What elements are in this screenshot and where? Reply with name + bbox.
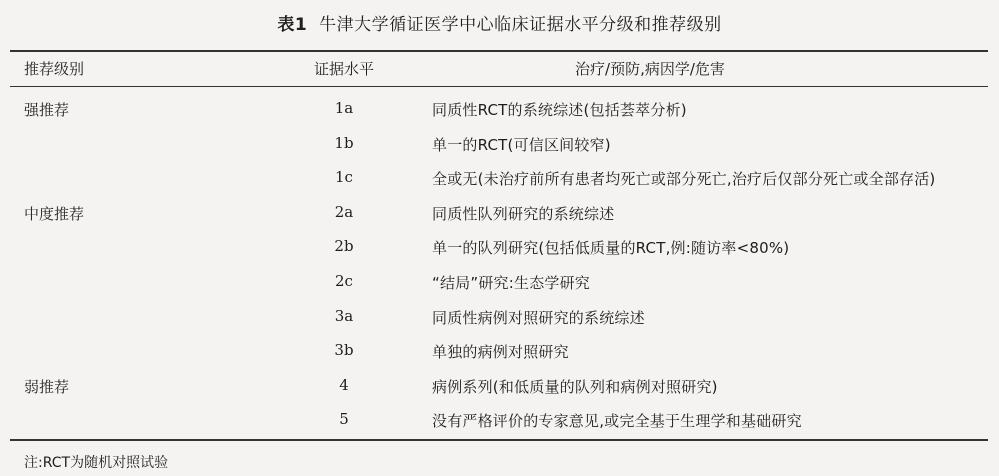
table-row [0,300,999,335]
header-desc: 治疗/预防,病因学/危害 [575,60,725,78]
level-cell: 4 [339,375,349,394]
desc-cell: 同质性病例对照研究的系统综述 [432,308,645,327]
table-row [0,161,999,196]
level-cell: 2b [334,237,354,256]
grade-cell: 弱推荐 [24,377,70,396]
header-rule [10,86,988,87]
level-cell: 1c [335,168,353,187]
header-level: 证据水平 [313,60,374,78]
desc-cell: 没有严格评价的专家意见,或完全基于生理学和基础研究 [432,412,802,431]
level-cell: 3b [334,341,354,360]
desc-cell: 单一的队列研究(包括低质量的RCT,例:随访率<80%) [432,239,790,258]
table-row [0,403,999,438]
level-cell: 2a [334,202,354,221]
table-caption [0,10,999,35]
table-title: 牛津大学循证医学中心临床证据水平分级和推荐级别 [319,15,722,35]
table-row [0,230,999,265]
level-cell: 3a [334,306,354,325]
desc-cell: 同质性RCT的系统综述(包括荟萃分析) [432,101,687,119]
level-cell: 5 [339,410,349,429]
table-row [0,334,999,369]
desc-cell: 单一的RCT(可信区间较窄) [432,135,611,154]
table-row [0,196,999,231]
desc-cell: 病例系列(和低质量的队列和病例对照研究) [432,377,718,396]
grade-cell: 强推荐 [24,101,70,119]
table-footnote: 注:RCT为随机对照试验 [24,455,169,471]
desc-cell: 同质性队列研究的系统综述 [432,204,615,223]
top-rule [10,50,988,52]
header-grade: 推荐级别 [24,60,85,78]
desc-cell: “结局”研究:生态学研究 [432,273,590,292]
grade-cell: 中度推荐 [24,204,85,223]
level-cell: 2c [335,271,353,290]
table-body [0,92,999,438]
level-cell: 1a [334,99,354,117]
table-row [0,92,999,127]
desc-cell: 单独的病例对照研究 [432,343,569,362]
bottom-rule [10,439,988,441]
table-number: 表1 [277,15,308,35]
table-row [0,265,999,300]
table-row [0,369,999,404]
table-row [0,127,999,162]
level-cell: 1b [334,133,354,152]
desc-cell: 全或无(未治疗前所有患者均死亡或部分死亡,治疗后仅部分死亡或全部存活) [432,170,936,189]
